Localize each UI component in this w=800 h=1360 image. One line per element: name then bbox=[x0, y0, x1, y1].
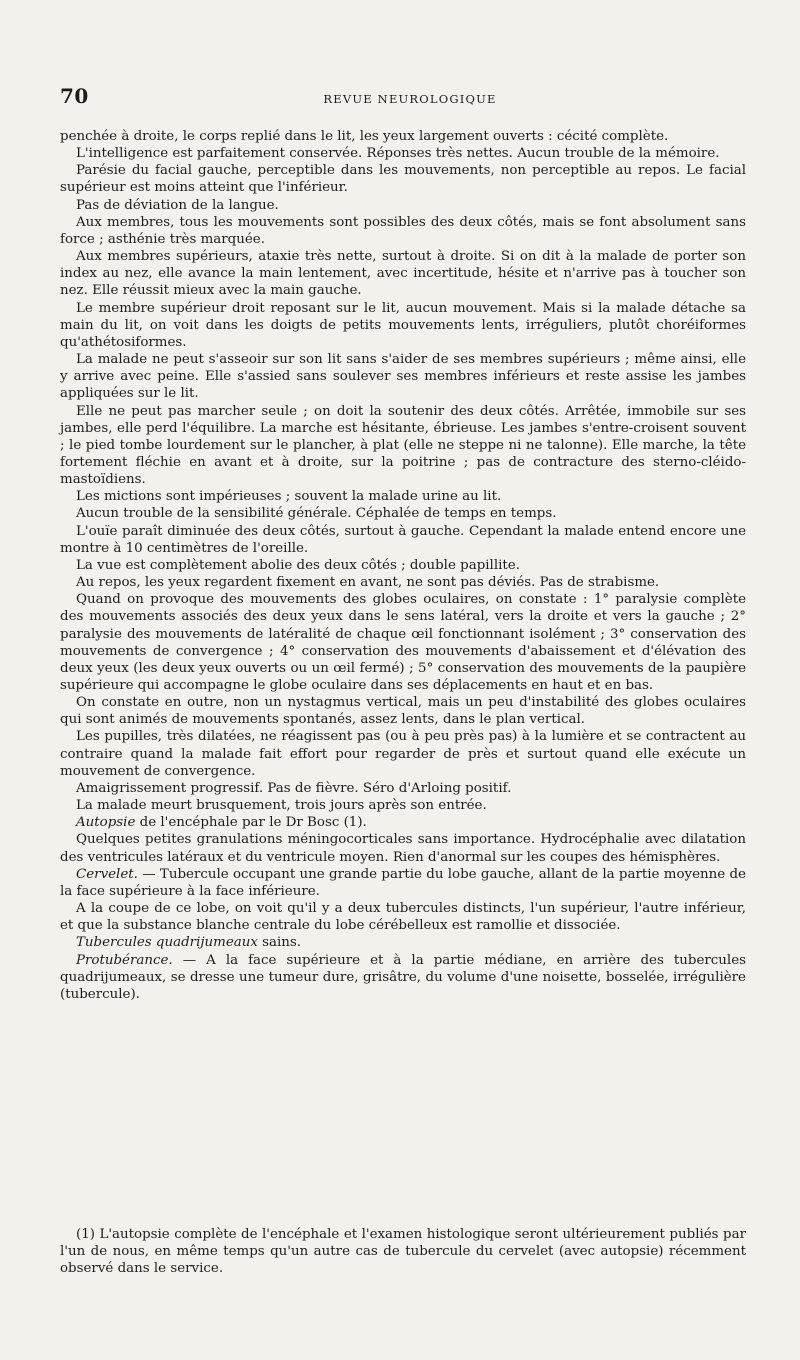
paragraph: Les pupilles, très dilatées, ne réagissent pas (ou à peu près pas) à la lumière et se contractent au contraire quand la malade fait effort pour regarder de près et surtout quand elle exécute un mouvement de convergence. bbox=[60, 729, 746, 779]
paragraph: A la coupe de ce lobe, on voit qu'il y a deux tubercules distincts, l'un supérieur, l'autre inférieur, et que la substance blanche centrale du lobe cérébelleux est ramollie et dissociée. bbox=[60, 901, 746, 934]
paragraph: Les mictions sont impérieuses ; souvent la malade urine au lit. bbox=[76, 489, 502, 505]
tubercules-paragraph bbox=[60, 934, 746, 951]
paragraph: Amaigrissement progressif. Pas de fièvre. Séro d'Arloing positif. bbox=[76, 780, 512, 796]
paragraph: Elle ne peut pas marcher seule ; on doit la soutenir des deux côtés. Arrêtée, immobile sur ses jambes, elle perd l'équilibre. La marche est hésitante, ébrieuse. Les jambes s'entre-croisent souvent ; le pied tombe lourdement sur le plancher, à plat (elle ne steppe ni ne talonne). Elle marche, la tête fortement fléchie en avant et à droite, sur la poitrine ; pas de contracture des sterno-cléido-mastoïdiens. bbox=[60, 403, 746, 488]
page-header bbox=[60, 84, 760, 112]
paragraph: On constate en outre, non un nystagmus vertical, mais un peu d'instabilité des globes oculaires qui sont animés de mouvements spontanés, assez lents, dans le plan vertical. bbox=[60, 695, 746, 728]
tubercules-label: Tubercules quadrijumeaux bbox=[76, 935, 258, 951]
paragraph: Aux membres supérieurs, ataxie très nette, surtout à droite. Si on dit à la malade de porter son index au nez, elle avance la main lentement, avec incertitude, hésite et n'arrive pas à toucher son nez. Elle réussit mieux avec la main gauche. bbox=[60, 249, 746, 299]
protuberance-label: Protubérance. bbox=[76, 952, 173, 968]
paragraph: penchée à droite, le corps replié dans le lit, les yeux largement ouverts : cécité complète. bbox=[60, 129, 669, 144]
protuberance-paragraph bbox=[60, 952, 746, 1003]
paragraph: La malade meurt brusquement, trois jours après son entrée. bbox=[76, 798, 487, 814]
protuberance-text: — A la face supérieure et à la partie médiane, en arrière des tubercules quadrijumeaux, se dresse une tumeur dure, grisâtre, du volume d'une noisette, bosselée, irrégulière (tubercule). bbox=[60, 952, 746, 1002]
page-number: 70 bbox=[60, 84, 89, 108]
autopsy-text: de l'encéphale par le Dr Bosc (1). bbox=[135, 815, 367, 831]
article-body bbox=[60, 128, 746, 1003]
cervelet-label: Cervelet. bbox=[76, 866, 138, 882]
paragraph: Quand on provoque des mouvements des globes oculaires, on constate : 1° paralysie complète des mouvements associés des deux yeux dans le sens latéral, vers la droite et vers la gauche ; 2° paralysie des mouvements de latéralité de chaque œil fonctionnant isolément ; 3° conservation des mouvements de convergence ; 4° conservation des mouvements d'abaissement et d'élévation des deux yeux (les deux yeux ouverts ou un œil fermé) ; 5° conservation des mouvements de la paupière supérieure qui accompagne le globe oculaire dans ses déplacements en haut et en bas. bbox=[60, 592, 746, 693]
paragraph: L'intelligence est parfaitement conservée. Réponses très nettes. Aucun trouble de la mémoire. bbox=[76, 146, 720, 162]
cervelet-paragraph bbox=[60, 866, 746, 900]
paragraph: La malade ne peut s'asseoir sur son lit sans s'aider de ses membres supérieurs ; même ainsi, elle y arrive avec peine. Elle s'assied sans soulever ses membres inférieurs et reste assise les jambes appliquées sur le lit. bbox=[60, 352, 746, 402]
paragraph: L'ouïe paraît diminuée des deux côtés, surtout à gauche. Cependant la malade entend encore une montre à 10 centimètres de l'oreille. bbox=[60, 523, 746, 556]
paragraph: La vue est complètement abolie des deux côtés ; double papillite. bbox=[76, 557, 520, 573]
paragraph: Pas de déviation de la langue. bbox=[76, 197, 279, 213]
paragraph: Aux membres, tous les mouvements sont possibles des deux côtés, mais se font absolument sans force ; asthénie très marquée. bbox=[60, 214, 746, 247]
running-head: REVUE NEUROLOGIQUE bbox=[323, 92, 497, 106]
paragraph: Aucun trouble de la sensibilité générale. Céphalée de temps en temps. bbox=[76, 506, 557, 522]
footnote bbox=[60, 1226, 746, 1277]
paragraph: Le membre supérieur droit reposant sur le lit, aucun mouvement. Mais si la malade détache sa main du lit, on voit dans les doigts de petits mouvements lents, irréguliers, plutôt choréiformes qu'athétosiformes. bbox=[60, 300, 746, 350]
tubercules-text: sains. bbox=[257, 935, 302, 951]
cervelet-text: — Tubercule occupant une grande partie du lobe gauche, allant de la partie moyenne de la face supérieure à la face inférieure. bbox=[60, 866, 746, 899]
paragraph: Quelques petites granulations méningocorticales sans importance. Hydrocéphalie avec dilatation des ventricules latéraux et du ventricule moyen. Rien d'anormal sur les coupes des hémisphères. bbox=[60, 832, 746, 865]
paragraph: Au repos, les yeux regardent fixement en avant, ne sont pas déviés. Pas de strabisme. bbox=[76, 575, 660, 591]
footnote-text: (1) L'autopsie complète de l'encéphale et l'examen histologique seront ultérieurement publiés par l'un de nous, en même temps qu'un autre cas de tubercule du cervelet (avec autopsie) récemment observé dans le service. bbox=[60, 1227, 746, 1276]
autopsy-label: Autopsie bbox=[76, 815, 136, 831]
autopsy-paragraph bbox=[60, 814, 746, 831]
paragraph: Parésie du facial gauche, perceptible dans les mouvements, non perceptible au repos. Le facial supérieur est moins atteint que l'inférieur. bbox=[60, 163, 746, 196]
